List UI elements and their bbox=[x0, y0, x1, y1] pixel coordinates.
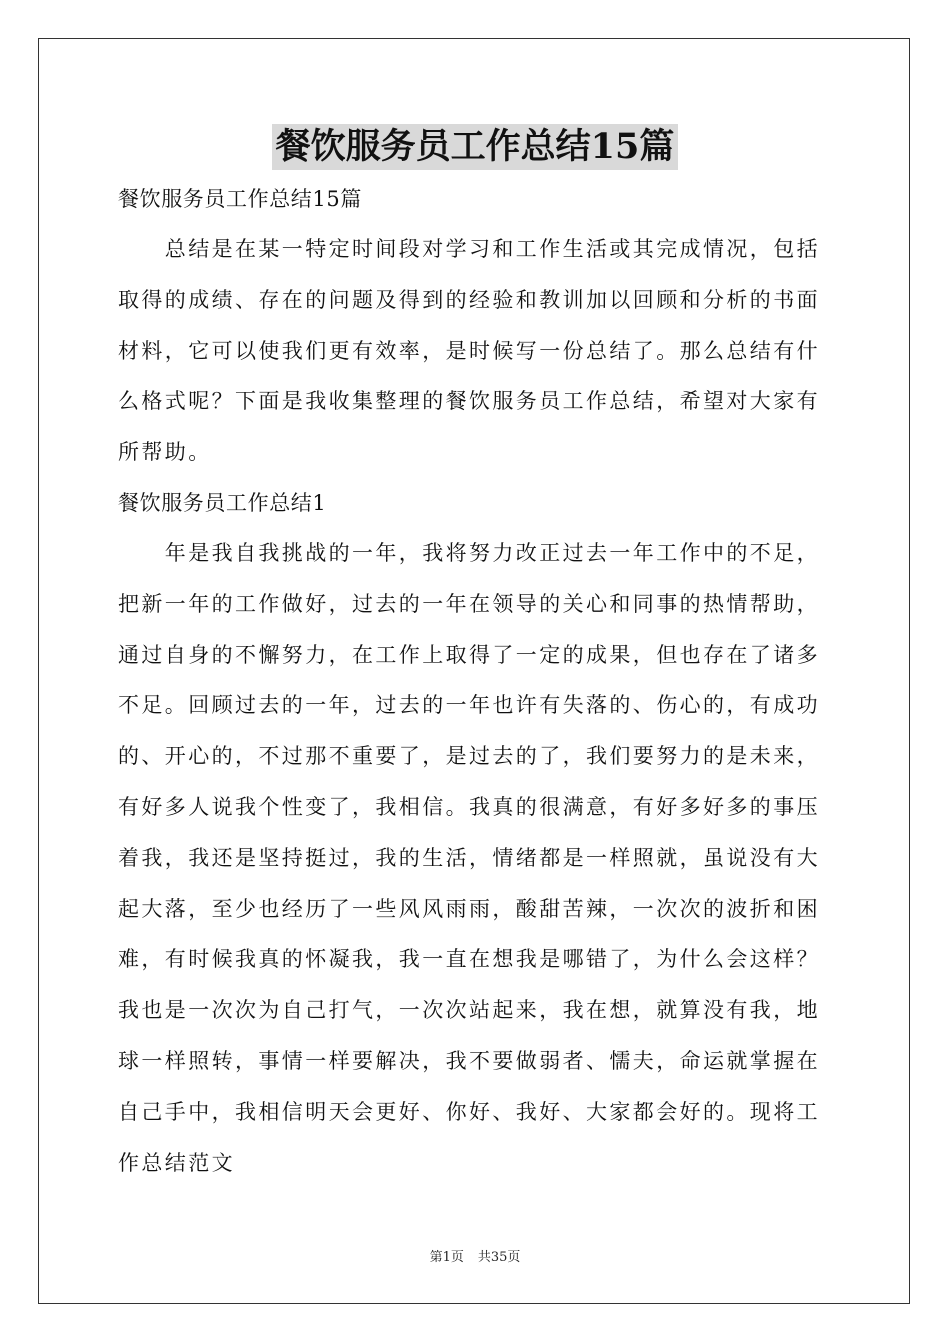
body-line: 难，有时候我真的怀凝我，我一直在想我是哪错了，为什么会这样？ bbox=[118, 947, 820, 972]
body-line: 把新一年的工作做好，过去的一年在领导的关心和同事的热情帮助， bbox=[118, 591, 820, 616]
body-line: 年是我自我挑战的一年，我将努力改正过去一年工作中的不足， bbox=[118, 540, 820, 565]
section-heading: 餐饮服务员工作总结1 bbox=[118, 490, 327, 515]
body-line: 起大落，至少也经历了一些风风雨雨，酸甜苦辣，一次次的波折和困 bbox=[118, 896, 820, 921]
body-line: 自己手中，我相信明天会更好、你好、我好、大家都会好的。现将工 bbox=[118, 1099, 820, 1124]
intro-paragraph bbox=[118, 224, 832, 478]
body-line: 不足。回顾过去的一年，过去的一年也许有失落的、伤心的，有成功 bbox=[118, 693, 820, 718]
intro-line: 所帮助。 bbox=[118, 440, 212, 465]
title-area bbox=[0, 124, 950, 170]
page-footer bbox=[0, 1246, 950, 1265]
intro-line: 么格式呢？下面是我收集整理的餐饮服务员工作总结，希望对大家有 bbox=[118, 389, 820, 414]
body-line: 作总结范文 bbox=[118, 1150, 235, 1175]
body-line: 我也是一次次为自己打气，一次次站起来，我在想，就算没有我，地 bbox=[118, 998, 820, 1023]
page-total: 共35页 bbox=[477, 1250, 521, 1265]
document-title: 餐饮服务员工作总结15篇 bbox=[272, 124, 679, 170]
body-line: 球一样照转，事情一样要解决，我不要做弱者、懦夫，命运就掌握在 bbox=[118, 1048, 820, 1073]
intro-line: 取得的成绩、存在的问题及得到的经验和教训加以回顾和分析的书面 bbox=[118, 287, 820, 312]
body-line: 的、开心的，不过那不重要了，是过去的了，我们要努力的是未来， bbox=[118, 744, 820, 769]
document-body bbox=[118, 174, 832, 1188]
page-number: 第1页 bbox=[429, 1250, 464, 1265]
subtitle: 餐饮服务员工作总结15篇 bbox=[118, 187, 362, 211]
body-line: 有好多人说我个性变了，我相信。我真的很满意，有好多好多的事压 bbox=[118, 794, 820, 819]
intro-line: 总结是在某一特定时间段对学习和工作生活或其完成情况，包括 bbox=[118, 237, 820, 261]
intro-line: 材料，它可以使我们更有效率，是时候写一份总结了。那么总结有什 bbox=[118, 338, 820, 363]
section1-paragraph bbox=[118, 528, 832, 1188]
body-line: 通过自身的不懈努力，在工作上取得了一定的成果，但也存在了诸多 bbox=[118, 642, 820, 667]
body-line: 着我，我还是坚持挺过，我的生活，情绪都是一样照就，虽说没有大 bbox=[118, 845, 820, 870]
